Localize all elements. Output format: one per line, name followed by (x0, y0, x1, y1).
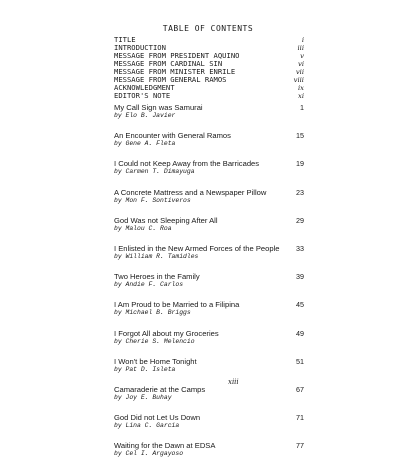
toc-heading: TABLE OF CONTENTS (162, 24, 254, 33)
entry-page-number: 33 (296, 243, 304, 253)
entry-page-number: 19 (296, 159, 304, 169)
entry-page-number: 67 (296, 384, 304, 394)
contents-entry (114, 329, 304, 357)
entry-title: An Encounter with General Ramos (114, 131, 231, 141)
entry-page-number: 15 (296, 131, 304, 141)
page-number: xiii (228, 378, 239, 386)
contents-entry (114, 385, 304, 413)
contents-entry (114, 272, 304, 300)
entry-page-number: 29 (296, 215, 304, 225)
entry-author: by Andie F. Carlos (114, 281, 184, 289)
contents-entry (114, 357, 304, 385)
contents-entry (114, 159, 304, 187)
front-matter-page-number: iii (297, 44, 304, 52)
entry-page-number: 45 (296, 300, 304, 310)
entry-page-number: 77 (296, 441, 304, 451)
entry-author: by Lina C. Garcia (114, 422, 180, 430)
entry-author: by Joy E. Buhay (114, 393, 172, 401)
entry-title: I Am Proud to be Married to a Filipina (114, 300, 240, 310)
contents-entry-list (114, 103, 304, 469)
entry-author: by Cel I. Argayoso (114, 450, 184, 458)
contents-entry (114, 188, 304, 216)
entry-title: Two Heroes in the Family (114, 272, 200, 282)
entry-author: by Carmen T. Dimayuga (114, 168, 195, 176)
entry-title: Waiting for the Dawn at EDSA (114, 441, 216, 451)
entry-author: by William R. Tamidles (114, 252, 199, 260)
front-matter-label: MESSAGE FROM MINISTER ENRILE (114, 67, 236, 76)
entry-title: God Did not Let Us Down (114, 413, 201, 423)
front-matter-label: TITLE (114, 35, 136, 44)
front-matter-label: MESSAGE FROM CARDINAL SIN (114, 59, 223, 68)
entry-title: I Enlisted in the New Armed Forces of the People (114, 243, 280, 253)
entry-title: I Forgot All about my Groceries (114, 328, 219, 338)
entry-author: by Gene A. Fleta (114, 140, 176, 148)
contents-entry (114, 413, 304, 441)
entry-title: I Won't be Home Tonight (114, 356, 197, 366)
entry-page-number: 51 (296, 356, 304, 366)
entry-page-number: 1 (300, 103, 304, 112)
front-matter-label: MESSAGE FROM PRESIDENT AQUINO (114, 51, 240, 60)
contents-entry (114, 244, 304, 272)
entry-page-number: 23 (296, 187, 304, 197)
entry-title: God Was not Sleeping After All (114, 215, 218, 225)
entry-title: My Call Sign was Samurai (114, 103, 203, 112)
entry-title: I Could not Keep Away from the Barricades (114, 159, 260, 169)
entry-title: A Concrete Mattress and a Newspaper Pillow (114, 187, 267, 197)
front-matter-page-number: ix (297, 84, 304, 92)
front-matter-page-number: viii (293, 76, 304, 84)
front-matter-label: MESSAGE FROM GENERAL RAMOS (114, 75, 227, 84)
front-matter-label: EDITOR'S NOTE (114, 91, 171, 100)
front-matter-page-number: vii (295, 68, 304, 76)
entry-author: by Malou C. Roa (114, 224, 172, 232)
entry-author: by Elo B. Javier (114, 112, 176, 119)
entry-title: Camaraderie at the Camps (114, 384, 206, 394)
entry-page-number: 39 (296, 272, 304, 282)
entry-author: by Michael B. Briggs (114, 309, 191, 317)
entry-page-number: 49 (296, 328, 304, 338)
front-matter-page-number: i (301, 36, 304, 44)
contents-entry (114, 300, 304, 328)
front-matter-page-number: xi (297, 92, 304, 100)
contents-entry (114, 441, 304, 469)
front-matter-label: ACKNOWLEDGMENT (114, 83, 175, 92)
front-matter-label: INTRODUCTION (114, 43, 166, 52)
entry-author: by Pat D. Isleta (114, 365, 176, 373)
front-matter-item (114, 92, 304, 100)
entry-page-number: 71 (296, 413, 304, 423)
contents-entry (114, 131, 304, 159)
front-matter-page-number: vi (297, 60, 304, 68)
entry-author: by Cherie S. Melencio (114, 337, 195, 345)
front-matter-list (114, 36, 304, 100)
contents-entry (114, 103, 304, 131)
contents-entry (114, 216, 304, 244)
entry-author: by Mon F. Sontiveros (114, 196, 191, 204)
front-matter-page-number: v (300, 52, 304, 60)
